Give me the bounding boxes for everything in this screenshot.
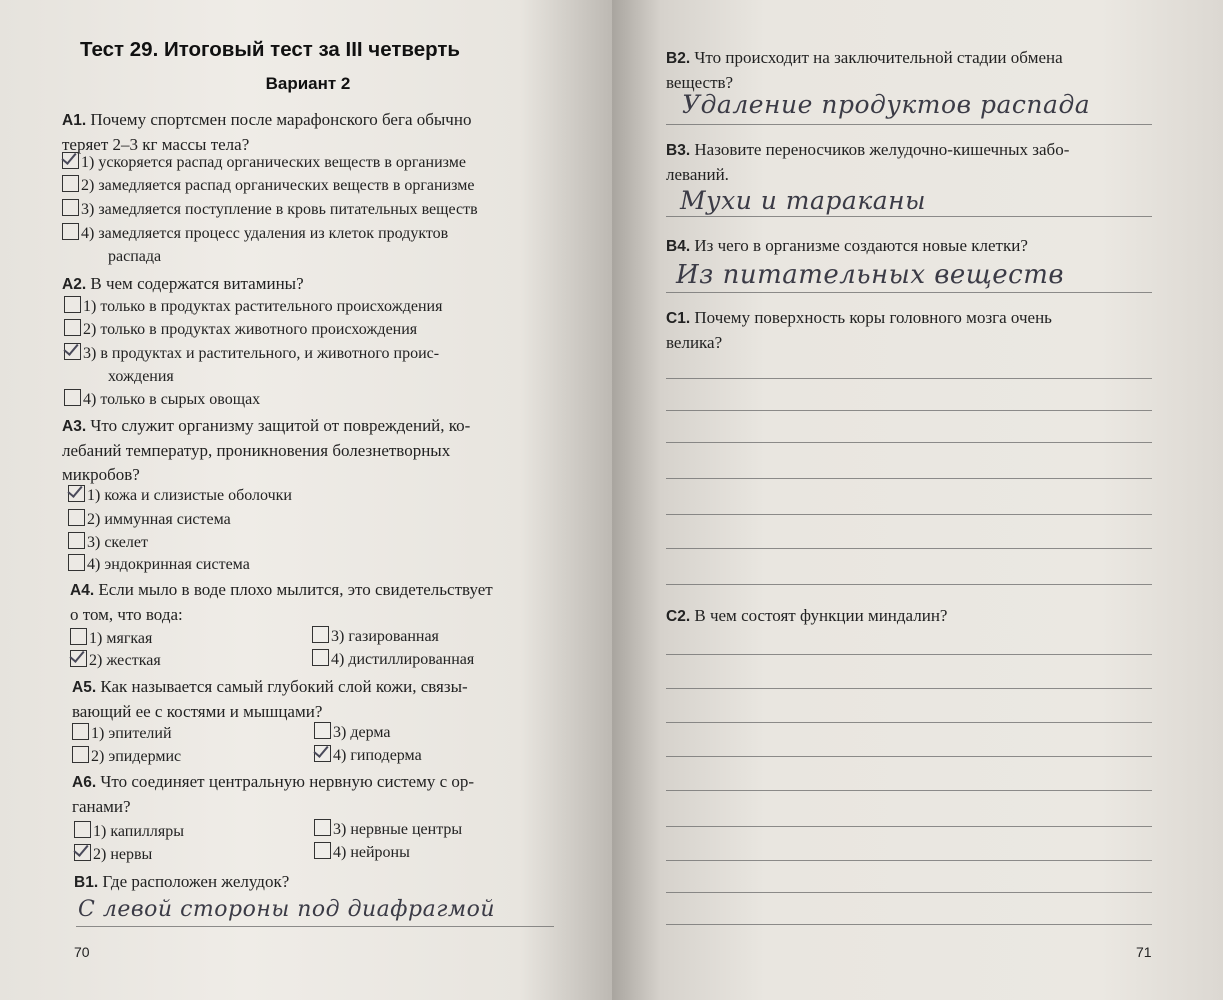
option-a6-3[interactable]: 3) нервные центры xyxy=(314,818,462,841)
question-number: С1. xyxy=(666,310,691,327)
page-number-right: 71 xyxy=(1136,944,1152,960)
question-number: В3. xyxy=(666,142,691,159)
question-text: Из чего в организме создаются новые клетки? xyxy=(694,236,1028,255)
answer-line xyxy=(666,860,1152,861)
answer-line xyxy=(666,722,1152,723)
checkbox-checked[interactable] xyxy=(62,152,79,169)
question-number: А6. xyxy=(72,774,97,791)
question-text: микробов? xyxy=(62,465,140,484)
checkbox[interactable] xyxy=(312,626,329,643)
answer-line xyxy=(666,478,1152,479)
question-number: С2. xyxy=(666,608,691,625)
question-number: А3. xyxy=(62,418,87,435)
question-text: веществ? xyxy=(666,73,734,92)
question-text: Что соединяет центральную нервную систему с ор- xyxy=(100,772,475,791)
checkbox[interactable] xyxy=(314,819,331,836)
question-number: А2. xyxy=(62,276,87,293)
question-text: В чем состоят функции миндалин? xyxy=(694,606,948,625)
checkbox[interactable] xyxy=(70,628,87,645)
option-a2-4[interactable]: 4) только в сырых овощах xyxy=(64,388,260,411)
checkbox[interactable] xyxy=(64,296,81,313)
checkbox[interactable] xyxy=(72,746,89,763)
test-title: Тест 29. Итоговый тест за III четверть xyxy=(80,38,460,61)
handwritten-answer-b3: Мухи и тараканы xyxy=(680,186,926,215)
answer-line xyxy=(666,514,1152,515)
question-number: В4. xyxy=(666,238,691,255)
option-a3-1[interactable]: 1) кожа и слизистые оболочки xyxy=(68,484,292,507)
question-text: велика? xyxy=(666,333,723,352)
checkbox[interactable] xyxy=(314,722,331,739)
question-text: теряет 2–3 кг массы тела? xyxy=(62,135,250,154)
question-a6 xyxy=(72,770,564,819)
option-a4-2[interactable]: 2) жесткая xyxy=(70,649,161,672)
option-a3-4[interactable]: 4) эндокринная система xyxy=(68,553,250,576)
question-text: Где расположен желудок? xyxy=(102,872,290,891)
question-b1 xyxy=(74,870,566,895)
checkbox-checked[interactable] xyxy=(68,485,85,502)
option-a1-3[interactable]: 3) замедляется поступление в кровь питательных веществ xyxy=(62,198,478,221)
option-a5-1[interactable]: 1) эпителий xyxy=(72,722,172,745)
option-a4-4[interactable]: 4) дистиллированная xyxy=(312,648,474,671)
question-a2 xyxy=(62,272,554,297)
option-a4-3[interactable]: 3) газированная xyxy=(312,625,439,648)
option-a3-3[interactable]: 3) скелет xyxy=(68,531,148,554)
answer-line xyxy=(666,924,1152,925)
checkbox[interactable] xyxy=(74,821,91,838)
checkbox[interactable] xyxy=(68,509,85,526)
question-text: Назовите переносчиков желудочно-кишечных забо- xyxy=(694,140,1070,159)
answer-line xyxy=(666,654,1152,655)
option-a4-1[interactable]: 1) мягкая xyxy=(70,627,152,650)
page-number-left: 70 xyxy=(74,944,90,960)
question-number: А5. xyxy=(72,679,97,696)
option-continuation: распада xyxy=(108,248,162,265)
question-text: Что служит организму защитой от повреждений, ко- xyxy=(90,416,471,435)
question-text: ганами? xyxy=(72,797,131,816)
option-a3-2[interactable]: 2) иммунная система xyxy=(68,508,231,531)
left-page-content xyxy=(62,0,554,1000)
answer-line xyxy=(666,892,1152,893)
option-a2-3[interactable]: 3) в продуктах и растительного, и животного проис- xyxy=(64,342,439,365)
option-a6-1[interactable]: 1) капилляры xyxy=(74,820,184,843)
question-number: В1. xyxy=(74,874,99,891)
answer-line xyxy=(666,124,1152,125)
question-text: Почему поверхность коры головного мозга очень xyxy=(694,308,1052,327)
question-b4 xyxy=(666,234,1158,259)
question-a4 xyxy=(70,578,562,627)
question-text: лебаний температур, проникновения болезнетворных xyxy=(62,441,451,460)
question-text: вающий ее с костями и мышцами? xyxy=(72,702,323,721)
answer-line xyxy=(666,410,1152,411)
question-number: А4. xyxy=(70,582,95,599)
question-b3 xyxy=(666,138,1158,187)
option-a1-2[interactable]: 2) замедляется распад органических веществ в организме xyxy=(62,174,474,197)
checkbox[interactable] xyxy=(314,842,331,859)
right-page xyxy=(612,0,1223,1000)
question-b2 xyxy=(666,46,1158,95)
answer-line xyxy=(666,442,1152,443)
answer-line xyxy=(666,756,1152,757)
right-page-content xyxy=(666,0,1156,1000)
checkbox[interactable] xyxy=(68,532,85,549)
question-a1 xyxy=(62,108,554,157)
checkbox[interactable] xyxy=(62,175,79,192)
answer-line xyxy=(666,790,1152,791)
question-text: леваний. xyxy=(666,165,729,184)
question-c2 xyxy=(666,604,1158,629)
question-c1 xyxy=(666,306,1158,355)
checkbox[interactable] xyxy=(64,389,81,406)
question-number: А1. xyxy=(62,112,87,129)
question-a5 xyxy=(72,675,564,724)
handwritten-answer-b2: Удаление продуктов распада xyxy=(682,90,1091,119)
checkbox-checked[interactable] xyxy=(74,844,91,861)
question-text: Как называется самый глубокий слой кожи, связы- xyxy=(100,677,468,696)
answer-line xyxy=(666,548,1152,549)
checkbox-checked[interactable] xyxy=(314,745,331,762)
question-text: Что происходит на заключительной стадии обмена xyxy=(694,48,1063,67)
option-a1-4[interactable]: 4) замедляется процесс удаления из клеток продуктов xyxy=(62,222,448,245)
option-a5-3[interactable]: 3) дерма xyxy=(314,721,390,744)
checkbox[interactable] xyxy=(68,554,85,571)
answer-line xyxy=(666,688,1152,689)
answer-line xyxy=(666,292,1152,293)
question-text: о том, что вода: xyxy=(70,605,183,624)
answer-line xyxy=(666,826,1152,827)
checkbox[interactable] xyxy=(64,319,81,336)
question-a3 xyxy=(62,414,554,487)
answer-line xyxy=(666,216,1152,217)
question-number: В2. xyxy=(666,50,691,67)
checkbox[interactable] xyxy=(312,649,329,666)
option-a6-4[interactable]: 4) нейроны xyxy=(314,841,410,864)
answer-line xyxy=(666,584,1152,585)
handwritten-answer-b4: Из питательных веществ xyxy=(676,260,1065,290)
question-text: Если мыло в воде плохо мылится, это свидетельствует xyxy=(98,580,493,599)
answer-line xyxy=(76,926,554,927)
answer-line xyxy=(666,378,1152,379)
variant-subtitle: Вариант 2 xyxy=(265,74,351,93)
option-a2-1[interactable]: 1) только в продуктах растительного происхождения xyxy=(64,295,442,318)
option-a2-2[interactable]: 2) только в продуктах животного происхождения xyxy=(64,318,417,341)
option-a5-4[interactable]: 4) гиподерма xyxy=(314,744,422,767)
checkbox[interactable] xyxy=(72,723,89,740)
checkbox-checked[interactable] xyxy=(64,343,81,360)
option-continuation: хождения xyxy=(108,368,174,385)
option-a6-2[interactable]: 2) нервы xyxy=(74,843,152,866)
question-text: Почему спортсмен после марафонского бега обычно xyxy=(90,110,472,129)
option-a5-2[interactable]: 2) эпидермис xyxy=(72,745,181,768)
question-text: В чем содержатся витамины? xyxy=(90,274,304,293)
option-a1-1[interactable]: 1) ускоряется распад органических веществ в организме xyxy=(62,151,466,174)
checkbox[interactable] xyxy=(62,223,79,240)
handwritten-answer-b1: С левой стороны под диафрагмой xyxy=(78,897,495,922)
checkbox-checked[interactable] xyxy=(70,650,87,667)
checkbox[interactable] xyxy=(62,199,79,216)
